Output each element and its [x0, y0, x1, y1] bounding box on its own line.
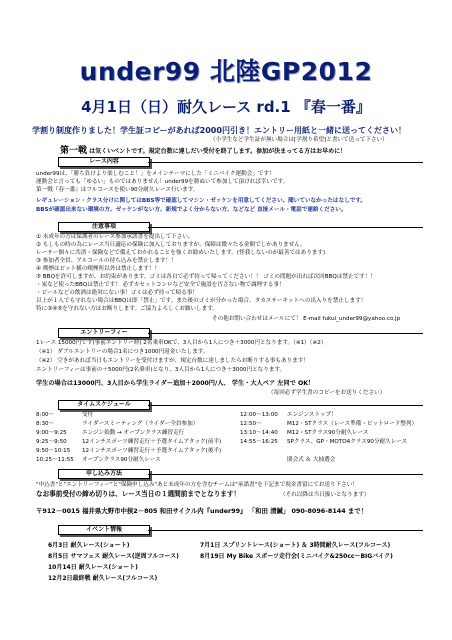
- schedule-time: 9:50～10:15: [36, 448, 71, 454]
- event-item: 10月14日 耐久レース(ショート): [48, 564, 138, 571]
- divider: [148, 530, 423, 531]
- event-item: 8月19日 My Bike スポーツ走行会(ミニバイク&250cc～BIGバイク): [200, 553, 393, 560]
- fee-line: エントリーフィーは事前の＋5000円(2名乗車)となり、3人目から1人につき＋3000円となります。: [36, 367, 286, 373]
- schedule-event: エンジンストップ！: [287, 412, 337, 418]
- event-subtitle: 4月1日（日）耐久レース rd.1 『春一番』: [81, 98, 371, 116]
- race-line: レギュレーション・クラス分けに関してはBBS等で確認してマシン・ゼッケンを用意してください。聞いていなかったはなしです。: [36, 198, 367, 204]
- section-header-notes: 注意事項: [58, 222, 150, 232]
- note-item: ① 未成年の方は保護者のレース参加承諾書を提出して下さい。: [36, 234, 194, 240]
- fee-line: （※2） 空きがあれば当日もエントリーを受付けますが、規定台数に達しましたらお断りする事もあります！: [36, 358, 309, 364]
- divider: [148, 162, 423, 163]
- note-item: レーサー個々に共済・保険などで備えておかれることを強くお勧めいたします。(怪我しないのが最善ではあります): [36, 250, 326, 256]
- divider: [148, 405, 423, 406]
- schedule-time: 8:00～: [36, 412, 55, 418]
- race-line: BBSが確認出来ない環境の方、ゼッケンがない方、新規でよく分からない方、などなど 直接メール・電話で連絡ください。: [36, 207, 347, 213]
- schedule-event: M12・STクラス（レース準備・ピットロード整列）: [287, 421, 418, 427]
- note-item: 特に③④⑤を守れない方はお断りします。ご協力よろしくお願いします。: [36, 306, 218, 312]
- page-title: under99 北陸GP2012: [79, 57, 373, 86]
- divider: [148, 474, 423, 475]
- schedule-time: 10:25～11:55: [36, 457, 74, 463]
- student-fee-line: 学生の場合は13000円、3人目から学生ライダー追加＋2000円/人、 学生・大人ペア 左同で OK！: [36, 380, 315, 387]
- schedule-time: 12:00～13:00: [240, 412, 278, 418]
- section-header-race: レース内容: [58, 157, 150, 167]
- schedule-time: 8:30～: [36, 421, 55, 427]
- schedule-event: 12インチスポーツ練習走行＋予選タイムアタック(前半): [82, 439, 222, 445]
- section-header-fee: エントリーフィー: [58, 328, 150, 338]
- event-item: 7月1日 スプリントレース(ショート) ＆ 3時間耐久レース(フルコース): [200, 542, 391, 549]
- event-item: 8月5日 サマフェス 耐久レース(逆周フルコース): [48, 553, 179, 560]
- apply-line: "申込書"と"エントリーフィー"と"保険申し込み"あと未成年の方を含むチームは"承諾書"を下記まで現金書留にてお送り下さい！: [36, 482, 358, 488]
- schedule-time: 9:25～9:50: [36, 439, 67, 445]
- schedule-event: ライダースミーティング（ライダー全員参加）: [82, 421, 199, 427]
- race-line: under99は、「勝ち負けより楽しむこと！」をメインテーマにした「ミニバイク運動会」です！: [36, 171, 275, 177]
- student-discount-subnote: （小学生など学生証が無い場合は[学割り希望]と書いて送って下さい）: [210, 137, 388, 143]
- note-item: ③ 参加者全員、アルコールの持ち込みを禁止します！！: [36, 258, 177, 264]
- schedule-event: SPクラス、GP・MOTO4クラス90分耐久レース: [287, 439, 408, 445]
- deadline-line: なお事前受付の締め切りは、レース当日の１週間前までとなります！: [36, 490, 241, 498]
- note-item: ・炭など使ったBBQは禁止です！ 必ずカセットコンロなど安全で施設を汚さない物で調理する事！: [36, 282, 285, 288]
- first-round-label: 第一戦: [60, 146, 88, 156]
- schedule-time: 13:10～14:40: [240, 430, 278, 436]
- note-item: ⑤ BBQを許可しますが、お約束があります。ゴミは各自で必ず持って帰ってください！！ ゴミの問題が出れば次回BBQは禁止です！！: [36, 274, 376, 280]
- student-discount-note: 学割り制度作りました！学生証コピーがあれば2000円引き！エントリー用紙と一緒に送ってください！: [32, 126, 406, 135]
- note-item: ④ 喫煙はピット横の喫煙所以外は禁止します！！: [36, 266, 161, 272]
- schedule-event: 12インチスポーツ練習走行＋予選タイムアタック(後半): [82, 448, 222, 454]
- race-line: 第一戦『春一番』はフルコースを使い90分耐久レース行います。: [36, 187, 199, 193]
- race-line: 運動会と言っても「ゆるい」ものではありません！under99を勝ぬいて参加して頂ければ幸いです。: [36, 179, 289, 185]
- section-header-schedule: タイムスケジュール: [58, 400, 150, 410]
- section-header-events: イベント情報: [58, 525, 150, 535]
- schedule-event: M12・STクラス90分耐久レース: [287, 430, 369, 436]
- note-item: 以上が１人でも守れない場合はBBQは即「禁止」です。また後のゴミが分かった場合、タカスサーキットへの出入りを禁止します！: [36, 298, 367, 304]
- first-round-note: [60, 143, 346, 156]
- student-fee-note: （毎回必ず学生書のコピーをお送りください）: [268, 390, 386, 396]
- schedule-time: 12:50～: [240, 421, 262, 427]
- note-item: ・ビールなどの飲酒は絶対にない事！ゴミは必ず持って帰る事！: [36, 290, 198, 296]
- schedule-event: オープンクラス90分耐久レース: [82, 457, 161, 463]
- schedule-time: 9:00～9:25: [36, 430, 67, 436]
- mailing-address: 〒912－0015 福井県大野市中挟2－805 和田サイクル内『under99』 「和田 清鍼」 090-8096-8144 まで！: [36, 507, 368, 515]
- event-item: 12月2日最終戦 耐久レース(フルコース): [48, 575, 158, 582]
- event-item: 6月3日 耐久レース(ショート): [48, 542, 130, 549]
- schedule-time: 14:55～16:25: [240, 439, 278, 445]
- section-header-apply: 申し込み方法: [58, 469, 150, 479]
- fee-line: 1レース 15000円です(事前エントリー時) 2名乗車OKで、3人目から1人につき＋3000円となります。（※1）（※2）: [36, 340, 327, 346]
- schedule-event: エンジン始動 → オープンクラス練習走行: [82, 430, 185, 436]
- schedule-event: 閉会式 ＆ 大抽選会: [287, 457, 336, 463]
- first-round-text: は気くいベントです。規定台数に達しだい受付を終了します。参加が決まってる方はお早めに！: [89, 148, 347, 155]
- fee-line: （※1） ダブルエントリーの場合1名につき1000円返金いたします。: [36, 349, 209, 355]
- divider: [148, 227, 423, 228]
- contact-email: その他お問い合わせはメールにて！ E-mail fukui_under99@yahoo.co.jp: [212, 316, 401, 322]
- deadline-note: （それ以降は当日扱いとなります）: [280, 492, 370, 498]
- note-item: ② もしもの時の為にレース当日適応の保険に加入しておりますが、保障は微々たる金額でしかありません。: [36, 242, 306, 248]
- divider: [148, 333, 423, 334]
- schedule-event: 受付: [82, 412, 94, 418]
